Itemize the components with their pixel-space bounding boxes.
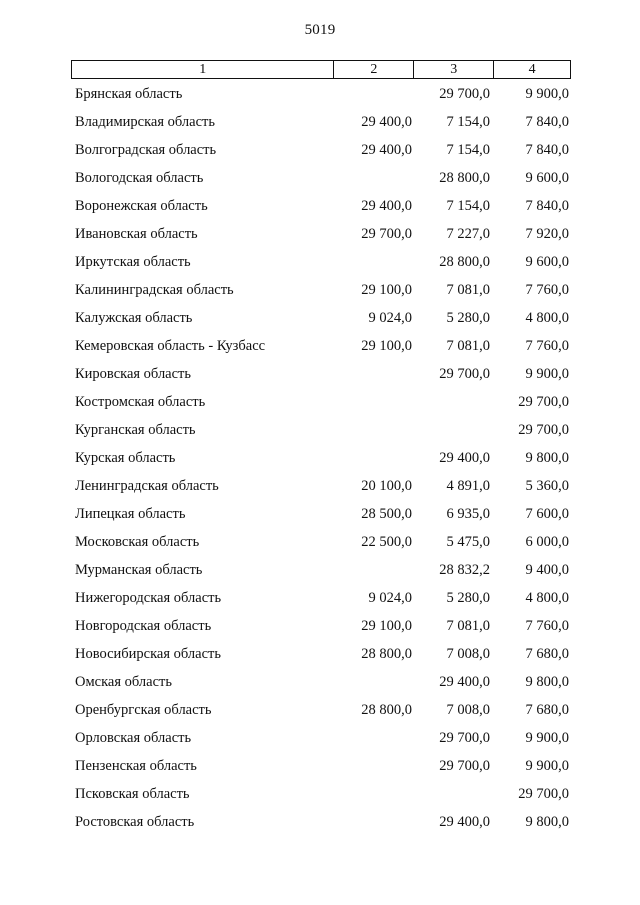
value-col3-cell xyxy=(414,420,494,448)
table-row xyxy=(71,252,571,280)
value-col3-cell: 29 400,0 xyxy=(439,814,490,830)
value-col2-cell xyxy=(334,448,414,476)
column-header-3: 3 xyxy=(414,61,494,78)
value-col3-cell: 29 700,0 xyxy=(439,758,490,774)
value-col2-cell: 29 700,0 xyxy=(361,226,412,242)
value-col4-cell: 29 700,0 xyxy=(518,786,569,802)
value-col2-cell: 22 500,0 xyxy=(361,534,412,550)
value-col4-cell: 29 700,0 xyxy=(518,422,569,438)
value-col3-cell: 29 700,0 xyxy=(439,366,490,382)
value-col3-cell: 28 832,2 xyxy=(439,562,490,578)
value-col2-cell xyxy=(334,812,414,840)
region-name-cell: Калининградская область xyxy=(75,282,234,298)
value-col3-cell: 28 800,0 xyxy=(439,170,490,186)
table-row xyxy=(71,84,571,112)
value-col3-cell: 7 081,0 xyxy=(446,618,490,634)
table-row xyxy=(71,588,571,616)
value-col2-cell xyxy=(334,84,414,112)
value-col3-cell: 28 800,0 xyxy=(439,254,490,270)
value-col3-cell: 7 081,0 xyxy=(446,338,490,354)
table-row xyxy=(71,448,571,476)
value-col3-cell: 5 280,0 xyxy=(446,310,490,326)
value-col3-cell: 7 154,0 xyxy=(446,114,490,130)
region-name-cell: Московская область xyxy=(75,534,200,550)
value-col4-cell: 5 360,0 xyxy=(525,478,569,494)
value-col2-cell xyxy=(334,672,414,700)
region-name-cell: Курская область xyxy=(75,450,176,466)
value-col2-cell: 29 400,0 xyxy=(361,198,412,214)
table-row xyxy=(71,644,571,672)
value-col2-cell xyxy=(334,784,414,812)
region-name-cell: Ростовская область xyxy=(75,814,195,830)
value-col3-cell: 7 154,0 xyxy=(446,142,490,158)
region-name-cell: Калужская область xyxy=(75,310,193,326)
value-col2-cell: 29 100,0 xyxy=(361,282,412,298)
region-name-cell: Волгоградская область xyxy=(75,142,217,158)
table-row xyxy=(71,812,571,840)
region-name-cell: Нижегородская область xyxy=(75,590,222,606)
value-col3-cell: 29 400,0 xyxy=(439,450,490,466)
region-name-cell: Новосибирская область xyxy=(75,646,221,662)
value-col3-cell: 7 081,0 xyxy=(446,282,490,298)
table-row xyxy=(71,420,571,448)
value-col2-cell xyxy=(334,364,414,392)
table-row xyxy=(71,616,571,644)
region-name-cell: Кемеровская область - Кузбасс xyxy=(75,338,266,354)
region-name-cell: Пензенская область xyxy=(75,758,197,774)
value-col3-cell: 29 700,0 xyxy=(439,730,490,746)
value-col4-cell: 9 400,0 xyxy=(525,562,569,578)
value-col2-cell xyxy=(334,168,414,196)
region-name-cell: Брянская область xyxy=(75,86,183,102)
table-row xyxy=(71,224,571,252)
value-col2-cell: 29 400,0 xyxy=(361,142,412,158)
value-col4-cell: 4 800,0 xyxy=(525,310,569,326)
region-name-cell: Псковская область xyxy=(75,786,190,802)
value-col4-cell: 7 600,0 xyxy=(525,506,569,522)
value-col4-cell: 4 800,0 xyxy=(525,590,569,606)
value-col3-cell: 5 475,0 xyxy=(446,534,490,550)
region-name-cell: Липецкая область xyxy=(75,506,186,522)
value-col3-cell: 7 227,0 xyxy=(446,226,490,242)
table-body xyxy=(71,84,571,840)
region-name-cell: Иркутская область xyxy=(75,254,191,270)
value-col4-cell: 9 600,0 xyxy=(525,254,569,270)
value-col3-cell: 6 935,0 xyxy=(446,506,490,522)
table-row xyxy=(71,280,571,308)
value-col4-cell: 7 760,0 xyxy=(525,338,569,354)
table-row xyxy=(71,364,571,392)
column-header-1: 1 xyxy=(72,61,334,78)
value-col2-cell xyxy=(334,728,414,756)
value-col2-cell: 29 100,0 xyxy=(361,338,412,354)
value-col4-cell: 9 600,0 xyxy=(525,170,569,186)
value-col4-cell: 9 900,0 xyxy=(525,758,569,774)
value-col4-cell: 9 800,0 xyxy=(525,674,569,690)
value-col4-cell: 7 680,0 xyxy=(525,646,569,662)
table-row xyxy=(71,112,571,140)
value-col3-cell: 4 891,0 xyxy=(446,478,490,494)
column-header-4: 4 xyxy=(494,61,571,78)
value-col2-cell: 29 100,0 xyxy=(361,618,412,634)
column-header-2: 2 xyxy=(334,61,414,78)
table-row xyxy=(71,308,571,336)
value-col4-cell: 7 760,0 xyxy=(525,618,569,634)
value-col4-cell: 7 760,0 xyxy=(525,282,569,298)
region-name-cell: Омская область xyxy=(75,674,172,690)
table-row xyxy=(71,784,571,812)
value-col4-cell: 9 800,0 xyxy=(525,814,569,830)
value-col4-cell: 29 700,0 xyxy=(518,394,569,410)
value-col2-cell xyxy=(334,756,414,784)
table-row xyxy=(71,728,571,756)
table-row xyxy=(71,700,571,728)
value-col3-cell: 7 008,0 xyxy=(446,646,490,662)
region-name-cell: Мурманская область xyxy=(75,562,203,578)
table-row xyxy=(71,140,571,168)
region-name-cell: Костромская область xyxy=(75,394,206,410)
region-name-cell: Ивановская область xyxy=(75,226,198,242)
table-row xyxy=(71,168,571,196)
value-col3-cell: 29 400,0 xyxy=(439,674,490,690)
table-row xyxy=(71,196,571,224)
table-row xyxy=(71,672,571,700)
value-col3-cell: 29 700,0 xyxy=(439,86,490,102)
region-name-cell: Воронежская область xyxy=(75,198,208,214)
table-row xyxy=(71,504,571,532)
region-name-cell: Новгородская область xyxy=(75,618,212,634)
value-col3-cell: 5 280,0 xyxy=(446,590,490,606)
value-col2-cell: 9 024,0 xyxy=(368,310,412,326)
value-col3-cell: 7 008,0 xyxy=(446,702,490,718)
value-col2-cell xyxy=(334,252,414,280)
value-col4-cell: 7 840,0 xyxy=(525,114,569,130)
table-header-row xyxy=(71,60,571,79)
value-col2-cell: 29 400,0 xyxy=(361,114,412,130)
table-row xyxy=(71,560,571,588)
value-col4-cell: 9 800,0 xyxy=(525,450,569,466)
region-name-cell: Орловская область xyxy=(75,730,192,746)
value-col4-cell: 9 900,0 xyxy=(525,86,569,102)
value-col2-cell: 28 500,0 xyxy=(361,506,412,522)
value-col4-cell: 6 000,0 xyxy=(525,534,569,550)
value-col3-cell xyxy=(414,784,494,812)
table-row xyxy=(71,756,571,784)
value-col4-cell: 7 840,0 xyxy=(525,198,569,214)
value-col2-cell xyxy=(334,392,414,420)
region-name-cell: Вологодская область xyxy=(75,170,204,186)
table-row xyxy=(71,532,571,560)
value-col2-cell: 20 100,0 xyxy=(361,478,412,494)
value-col2-cell xyxy=(334,420,414,448)
table-row xyxy=(71,476,571,504)
region-name-cell: Владимирская область xyxy=(75,114,215,130)
value-col2-cell: 9 024,0 xyxy=(368,590,412,606)
region-name-cell: Курганская область xyxy=(75,422,196,438)
value-col3-cell xyxy=(414,392,494,420)
region-name-cell: Ленинградская область xyxy=(75,478,219,494)
table-row xyxy=(71,392,571,420)
value-col4-cell: 7 680,0 xyxy=(525,702,569,718)
value-col4-cell: 9 900,0 xyxy=(525,366,569,382)
value-col4-cell: 7 920,0 xyxy=(525,226,569,242)
value-col2-cell xyxy=(334,560,414,588)
value-col3-cell: 7 154,0 xyxy=(446,198,490,214)
value-col2-cell: 28 800,0 xyxy=(361,702,412,718)
value-col2-cell: 28 800,0 xyxy=(361,646,412,662)
allocation-table xyxy=(71,60,571,840)
table-row xyxy=(71,336,571,364)
region-name-cell: Оренбургская область xyxy=(75,702,212,718)
value-col4-cell: 9 900,0 xyxy=(525,730,569,746)
page-number: 5019 xyxy=(304,22,336,38)
region-name-cell: Кировская область xyxy=(75,366,192,382)
value-col4-cell: 7 840,0 xyxy=(525,142,569,158)
